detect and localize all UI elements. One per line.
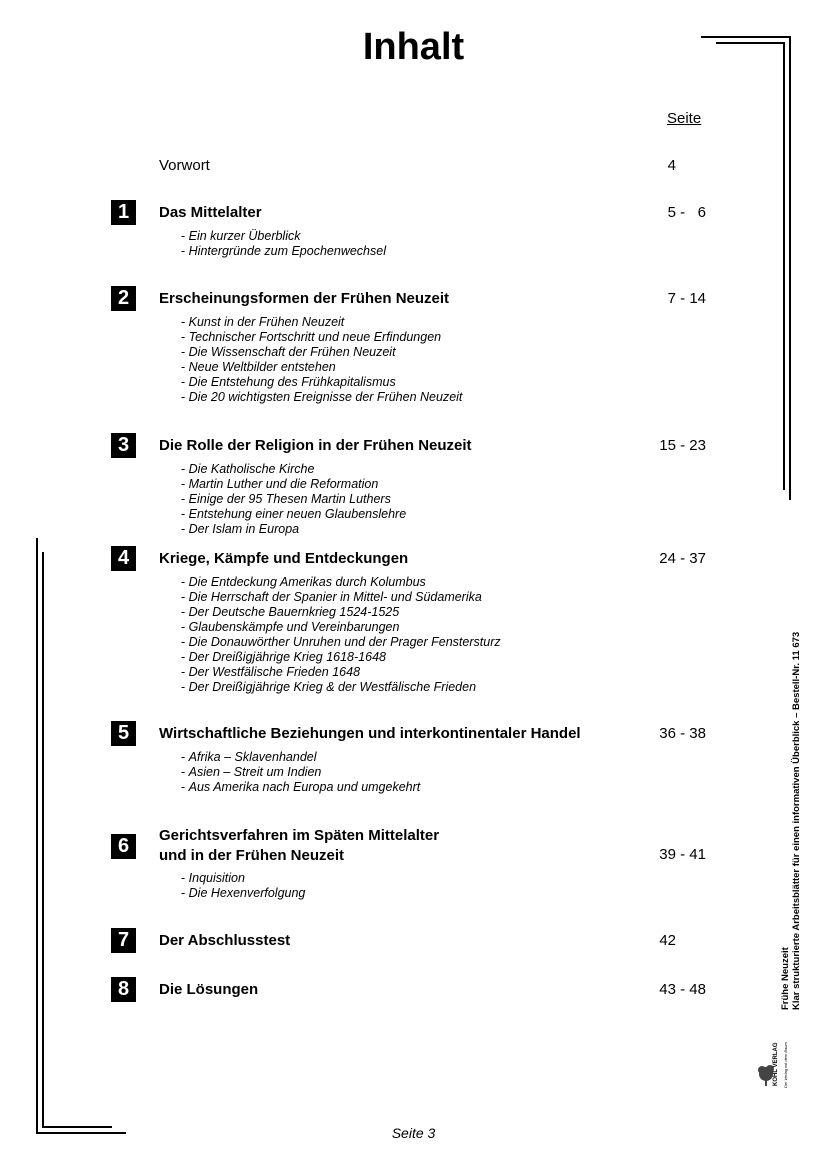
subtopic-item: - Inquisition (181, 871, 305, 886)
logo-brand-text: KOHL VERLAG (773, 1042, 779, 1086)
subtopic-item: - Neue Weltbilder entstehen (181, 360, 462, 375)
frame-line (42, 552, 44, 1128)
subtopic-item: - Glaubenskämpfe und Vereinbarungen (181, 620, 501, 635)
frame-line (36, 1132, 126, 1134)
chapter-number-badge: 6 (111, 834, 136, 859)
subtopic-item: - Die Donauwörther Unruhen und der Prager Fenstersturz (181, 635, 501, 650)
chapter-pages: 39 - 41 (659, 846, 706, 863)
frame-line (716, 42, 784, 44)
subtopic-item: - Martin Luther und die Reformation (181, 477, 406, 492)
subtopic-item: - Der Westfälische Frieden 1648 (181, 665, 501, 680)
frame-line (701, 36, 790, 38)
subtopic-item: - Die Entstehung des Frühkapitalismus (181, 375, 462, 390)
sidebar-series-title: Frühe Neuzeit (780, 947, 791, 1010)
chapter-title: Wirtschaftliche Beziehungen und interkontinentaler Handel (159, 725, 581, 742)
chapter-title: Das Mittelalter (159, 204, 262, 221)
chapter-number-badge: 2 (111, 286, 136, 311)
tree-logo-icon (757, 1034, 797, 1089)
logo-tagline-text: Der Verlag mit dem Baum (783, 1042, 788, 1088)
chapter-title: Die Rolle der Religion in der Frühen Neuzeit (159, 437, 472, 454)
subtopic-item: - Der Islam in Europa (181, 522, 406, 537)
subtopic-item: - Ein kurzer Überblick (181, 229, 386, 244)
frame-line (783, 42, 785, 490)
chapter-pages: 43 - 48 (659, 981, 706, 998)
toc-entry-title: Vorwort (159, 157, 210, 174)
chapter-number-badge: 3 (111, 433, 136, 458)
page-title: Inhalt (362, 26, 465, 68)
subtopic-item: - Aus Amerika nach Europa und umgekehrt (181, 780, 420, 795)
subtopic-item: - Die Hexenverfolgung (181, 886, 305, 901)
subtopic-item: - Die Katholische Kirche (181, 462, 406, 477)
chapter-pages: 15 - 23 (659, 437, 706, 454)
page-column-header: Seite (667, 110, 702, 127)
chapter-number-badge: 7 (111, 928, 136, 953)
subtopic-item: - Die Herrschaft der Spanier in Mittel- und Südamerika (181, 590, 501, 605)
subtopic-item: - Technischer Fortschritt und neue Erfindungen (181, 330, 462, 345)
chapter-pages: 5 - 6 (667, 204, 706, 221)
subtopic-item: - Hintergründe zum Epochenwechsel (181, 244, 386, 259)
subtopic-item: - Die Wissenschaft der Frühen Neuzeit (181, 345, 462, 360)
chapter-title: Kriege, Kämpfe und Entdeckungen (159, 550, 409, 567)
chapter-subtopics (181, 315, 462, 405)
page-number-footer: Seite 3 (391, 1125, 436, 1141)
frame-line (42, 1126, 112, 1128)
chapter-number-badge: 5 (111, 721, 136, 746)
sidebar-text (780, 632, 802, 1010)
subtopic-item: - Asien – Streit um Indien (181, 765, 420, 780)
chapter-number-badge: 1 (111, 200, 136, 225)
subtopic-item: - Der Dreißigjährige Krieg & der Westfälische Frieden (181, 680, 501, 695)
publisher-logo (757, 1034, 797, 1089)
subtopic-item: - Afrika – Sklavenhandel (181, 750, 420, 765)
chapter-subtopics (181, 575, 501, 695)
subtopic-item: - Die Entdeckung Amerikas durch Kolumbus (181, 575, 501, 590)
chapter-title: Gerichtsverfahren im Späten Mittelalter und in der Frühen Neuzeit (159, 827, 440, 864)
chapter-pages: 42 (659, 932, 676, 949)
chapter-title: Der Abschlusstest (159, 932, 291, 949)
subtopic-item: - Der Dreißigjährige Krieg 1618-1648 (181, 650, 501, 665)
chapter-subtopics (181, 229, 386, 259)
chapter-title: Die Lösungen (159, 981, 259, 998)
chapter-pages: 24 - 37 (659, 550, 706, 567)
chapter-number-badge: 4 (111, 546, 136, 571)
frame-line (789, 36, 791, 500)
subtopic-item: - Kunst in der Frühen Neuzeit (181, 315, 462, 330)
chapter-number-badge: 8 (111, 977, 136, 1002)
sidebar-subtitle-order: Klar strukturierte Arbeitsblätter für einen informativen Überblick – Bestell-Nr. 11 673 (791, 631, 802, 1010)
chapter-pages: 36 - 38 (659, 725, 706, 742)
toc-entry-pages: 4 (667, 157, 676, 174)
chapter-pages: 7 - 14 (667, 290, 706, 307)
frame-line (36, 538, 38, 1134)
subtopic-item: - Der Deutsche Bauernkrieg 1524-1525 (181, 605, 501, 620)
subtopic-item: - Die 20 wichtigsten Ereignisse der Frühen Neuzeit (181, 390, 462, 405)
chapter-title: Erscheinungsformen der Frühen Neuzeit (159, 290, 450, 307)
subtopic-item: - Entstehung einer neuen Glaubenslehre (181, 507, 406, 522)
subtopic-item: - Einige der 95 Thesen Martin Luthers (181, 492, 406, 507)
chapter-subtopics (181, 871, 305, 901)
chapter-subtopics (181, 750, 420, 795)
chapter-subtopics (181, 462, 406, 537)
